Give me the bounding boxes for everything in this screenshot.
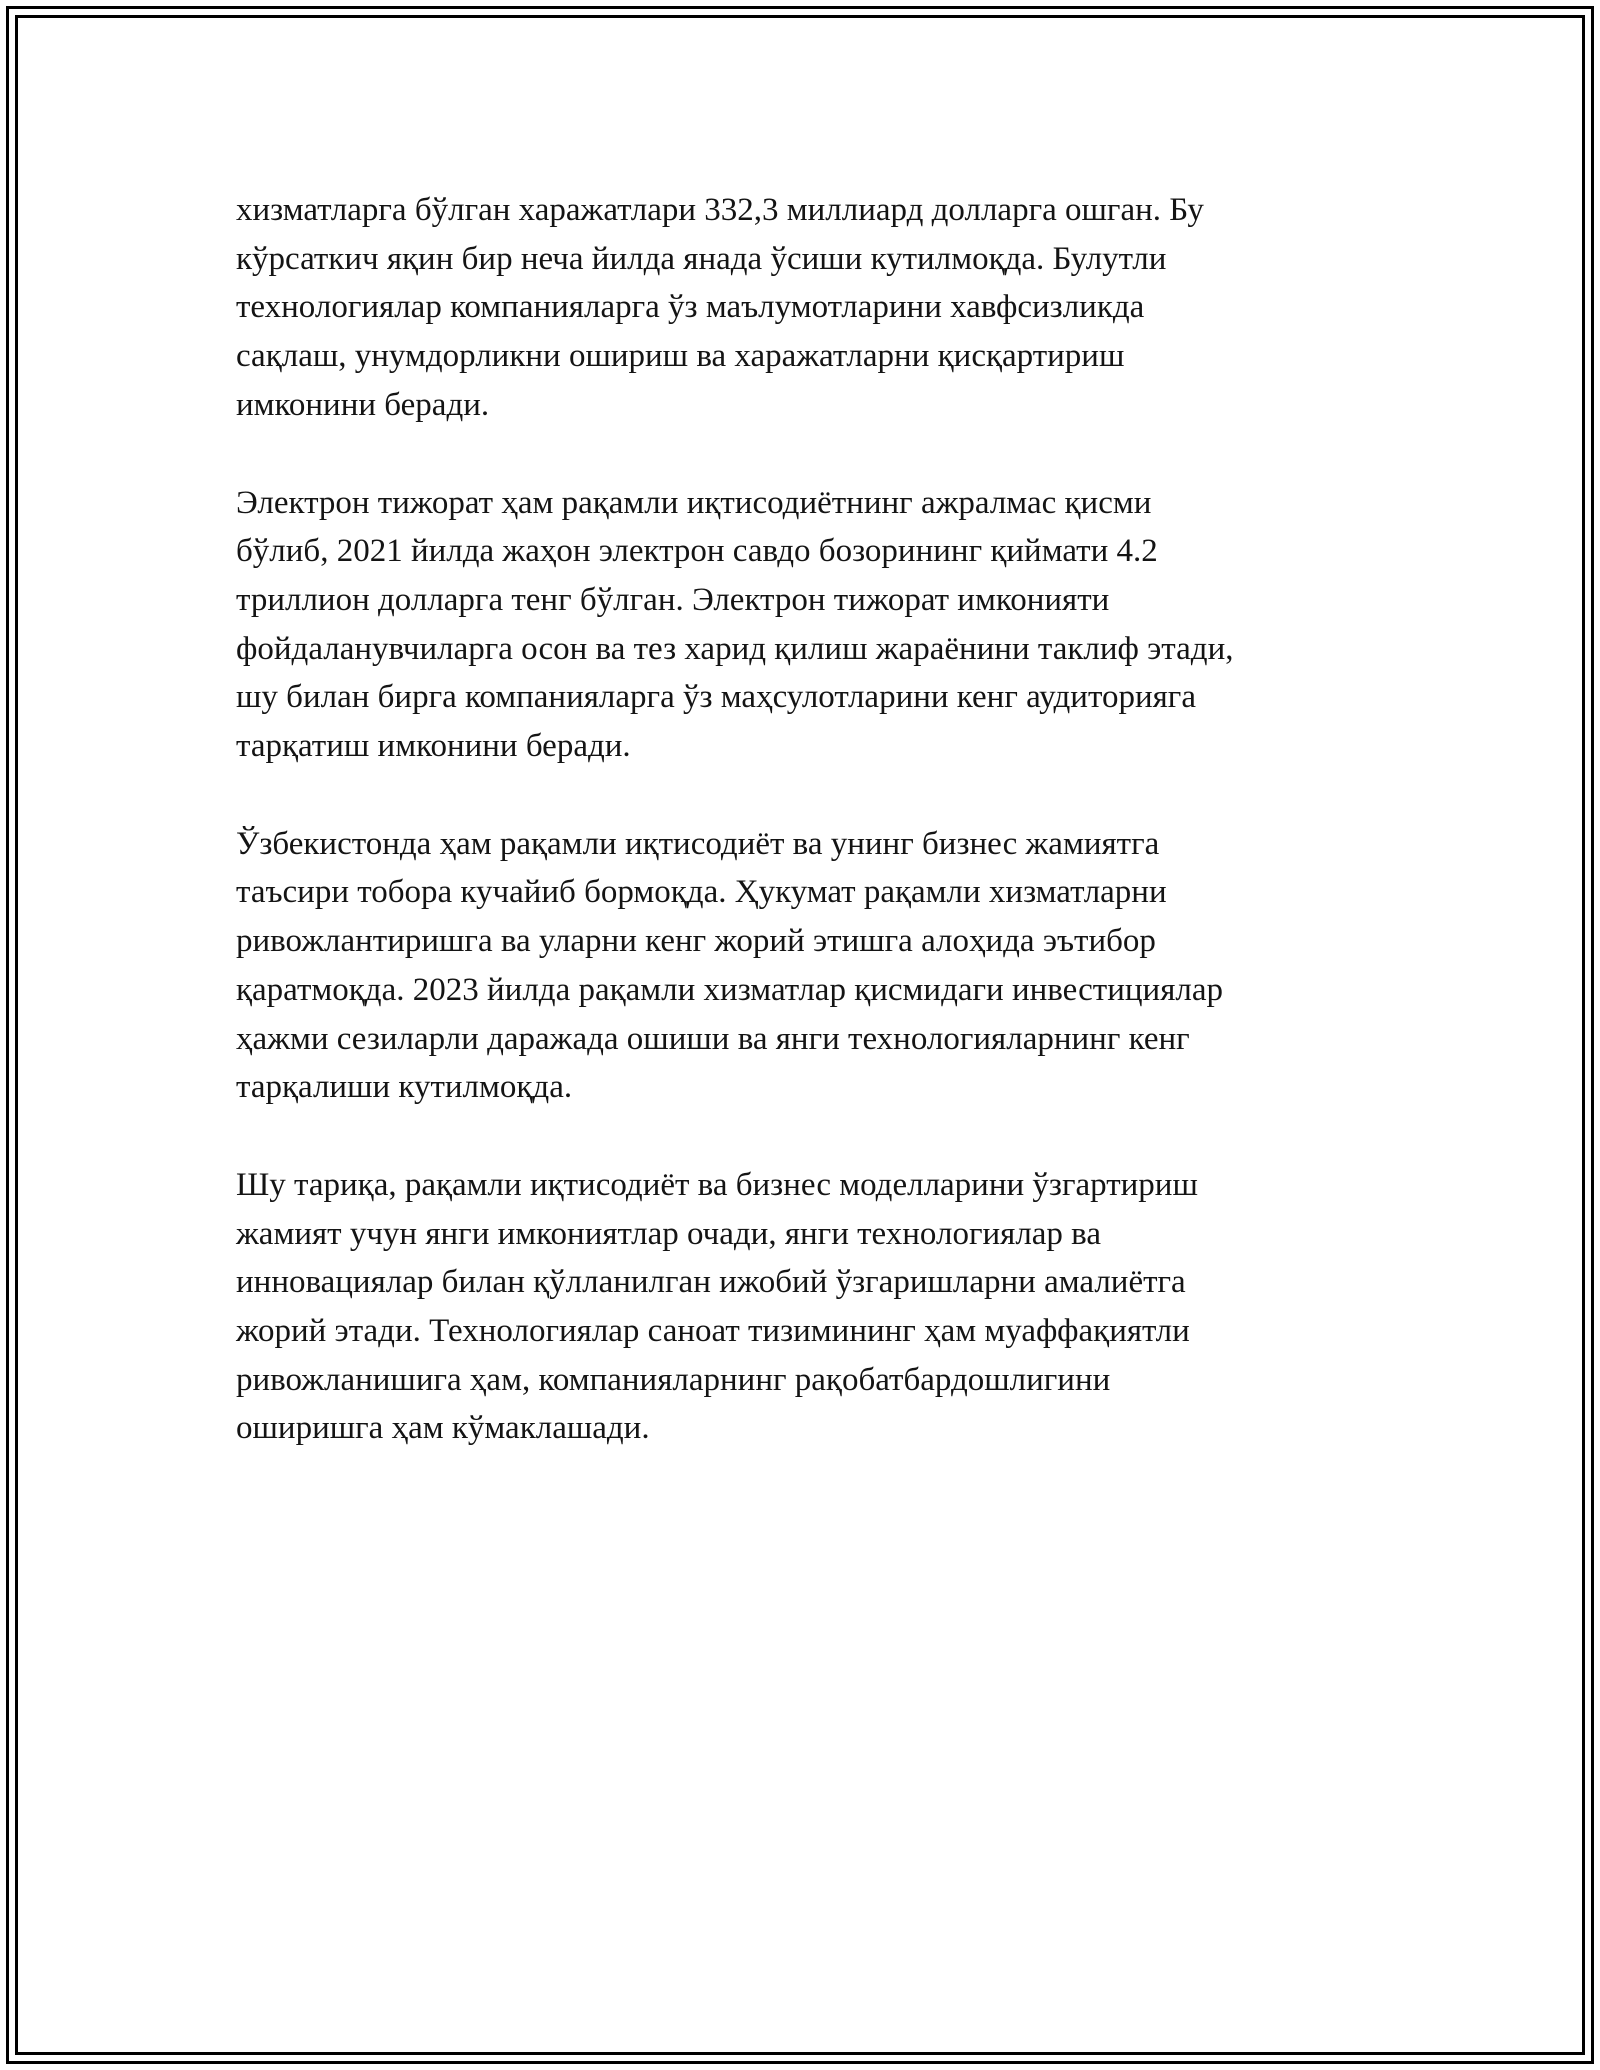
- paragraph-line: қаратмоқда. 2023 йилда рақамли хизматлар қисмидаги инвестициялар: [236, 971, 1223, 1008]
- paragraph-line: триллион долларга тенг бўлган. Электрон тижорат имконияти: [236, 581, 1110, 618]
- paragraph-4: [236, 1161, 1366, 1453]
- paragraph-line: ривожлантиришга ва уларни кенг жорий этишга алоҳида эътибор: [236, 923, 1156, 960]
- paragraph-line: Шу тариқа, рақамли иқтисодиёт ва бизнес моделларини ўзгартириш: [236, 1166, 1198, 1203]
- paragraph-2: [236, 479, 1366, 771]
- paragraph-3: [236, 820, 1366, 1112]
- paragraph-line: инновациялар билан қўлланилган ижобий ўзгаришларни амалиётга: [236, 1264, 1186, 1301]
- paragraph-line: сақлаш, унумдорликни ошириш ва харажатларни қисқартириш: [236, 338, 1125, 375]
- paragraph-line: фойдаланувчиларга осон ва тез харид қилиш жараёнини таклиф этади,: [236, 630, 1234, 667]
- paragraph-line: ҳажми сезиларли даражада ошиши ва янги технологияларнинг кенг: [236, 1020, 1190, 1057]
- paragraph-line: оширишга ҳам кўмаклашади.: [236, 1410, 650, 1447]
- paragraph-line: имконини беради.: [236, 386, 490, 423]
- paragraph-line: ривожланишига ҳам, компанияларнинг рақобатбардошлигини: [236, 1361, 1111, 1398]
- paragraph-line: бўлиб, 2021 йилда жаҳон электрон савдо бозорининг қиймати 4.2: [236, 533, 1158, 570]
- paragraph-line: жамият учун янги имкониятлар очади, янги технологиялар ва: [236, 1215, 1101, 1252]
- paragraph-1: [236, 186, 1366, 430]
- paragraph-line: Ўзбекистонда ҳам рақамли иқтисодиёт ва унинг бизнес жамиятга: [236, 825, 1160, 862]
- paragraph-line: технологиялар компанияларга ўз маълумотларини хавфсизликда: [236, 289, 1145, 326]
- document-body: [236, 186, 1366, 1502]
- paragraph-line: тарқатиш имконини беради.: [236, 728, 631, 765]
- paragraph-line: хизматларга бўлган харажатлари 332,3 миллиард долларга ошган. Бу: [236, 192, 1204, 228]
- paragraph-line: Электрон тижорат ҳам рақамли иқтисодиётнинг ажралмас қисми: [236, 484, 1152, 521]
- paragraph-line: шу билан бирга компанияларга ўз маҳсулотларини кенг аудиторияга: [236, 679, 1196, 716]
- paragraph-line: жорий этади. Технологиялар саноат тизимининг ҳам муаффақиятли: [236, 1313, 1190, 1350]
- paragraph-line: кўрсаткич яқин бир неча йилда янада ўсиши кутилмоқда. Булутли: [236, 240, 1167, 277]
- paragraph-line: тарқалиши кутилмоқда.: [236, 1069, 573, 1106]
- paragraph-line: таъсири тобора кучайиб бормоқда. Ҳукумат рақамли хизматларни: [236, 874, 1167, 911]
